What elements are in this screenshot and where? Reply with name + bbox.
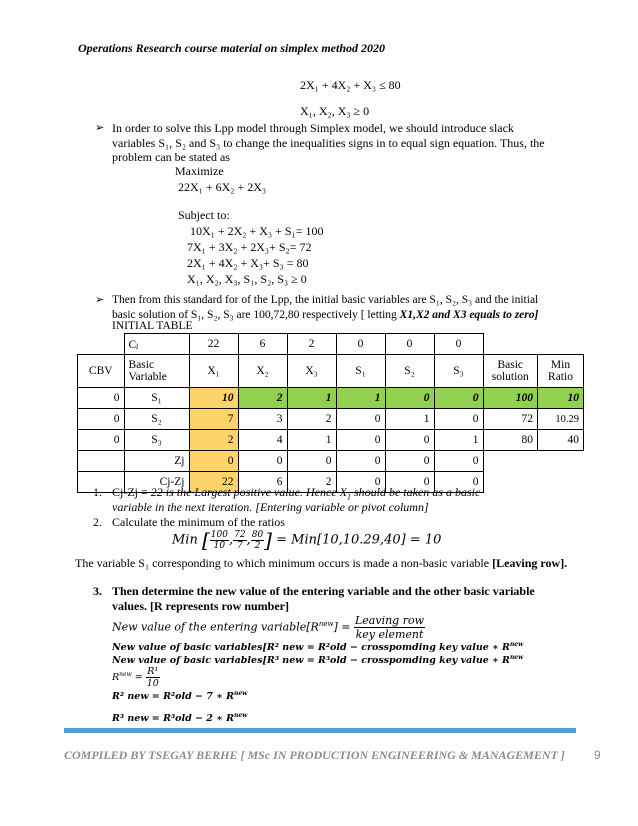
cj-row <box>78 334 584 355</box>
cj-zj-cell: 22 <box>189 472 238 493</box>
step1-text: Cj-Zj = 22 is the Largest positive value. Hence $X_1$ should be taken as a basic <box>112 485 481 502</box>
header-cell: S₁ <box>336 355 385 388</box>
paragraph-slack: In order to solve this Lpp model through Simplex model, we should introduce slack variables S₁, S₂ and S₃ to change the inequalities signs in to equal sign equation. Thus, the problem can be stated as <box>112 121 545 164</box>
formula-basic-r2 <box>112 641 523 653</box>
paragraph-emphasis: X1,X2 and X3 equals to zero] <box>399 308 539 321</box>
value-cell: 1 <box>287 430 336 451</box>
maximize-label: Maximize <box>175 164 224 178</box>
key-element-cell: 10 <box>189 388 238 409</box>
cj-cell: 0 <box>434 334 483 355</box>
cj-cell: 2 <box>287 334 336 355</box>
header-row <box>78 355 584 388</box>
std-constraint: 10X₁ + 2X₂ + X₃ + S₁= 100 <box>190 224 324 238</box>
cj-zj-cell: 0 <box>336 472 385 493</box>
cj-zj-cell: 0 <box>385 472 434 493</box>
pivot-row-cell: 0 <box>434 388 483 409</box>
ratio-cell: 10.29 <box>538 409 584 430</box>
cbv-cell: 0 <box>78 409 125 430</box>
cj-zj-label: Cj-Zj <box>124 472 189 493</box>
pivot-row-cell: 1 <box>336 388 385 409</box>
leaving-variable-text <box>75 556 567 571</box>
formula-r2 <box>112 690 247 702</box>
initial-simplex-table <box>77 333 584 493</box>
fraction-denominator: 10 <box>146 678 159 689</box>
table-title: INITIAL TABLE <box>112 320 193 332</box>
page-number: 9 <box>594 748 601 762</box>
superscript: new <box>119 670 132 678</box>
constraint-line: 2X₁ + 4X₂ + X₃ ≤ 80 <box>300 78 401 92</box>
fraction-denominator: 7 <box>236 540 243 551</box>
cj-label: Cⱼ <box>124 334 189 355</box>
pivot-row-cell: 2 <box>238 388 287 409</box>
cbv-cell: 0 <box>78 388 125 409</box>
fraction-numerator: 100 <box>210 529 228 540</box>
fraction-numerator: 80 <box>251 529 264 540</box>
value-cell: 0 <box>336 430 385 451</box>
value-cell: 4 <box>238 430 287 451</box>
footer-divider <box>64 728 576 733</box>
formula-text: New value of basic variables[R³ new = R³old − crosspomding key value ∗ R <box>112 655 510 667</box>
cbv-cell: 0 <box>78 430 125 451</box>
fraction-denominator: 10 <box>213 540 226 551</box>
cj-zj-cell: 2 <box>287 472 336 493</box>
formula-lhs: New value of the entering variable[R <box>112 620 319 634</box>
header-cell: X₁ <box>189 355 238 388</box>
formula-text: R³ new = R³old − 2 ∗ R <box>112 713 234 725</box>
solution-cell: 72 <box>483 409 538 430</box>
cj-cell: 6 <box>238 334 287 355</box>
footer-text: COMPILED BY TSEGAY BERHE [ MSc IN PRODUCTION ENGINEERING & MANAGEMENT ] <box>64 748 565 762</box>
value-cell: 0 <box>385 430 434 451</box>
superscript: new <box>233 712 248 719</box>
std-constraint: 2X₁ + 4X₂ + X₃+ S₃ = 80 <box>187 256 309 270</box>
arrow-bullet-icon: ➢ <box>95 294 105 306</box>
zj-cell: 0 <box>238 451 287 472</box>
step-number: 2. <box>93 515 102 529</box>
subject-to-label: Subject to: <box>178 208 230 222</box>
fraction-numerator: Leaving row <box>354 614 425 627</box>
fraction-numerator: 72 <box>234 529 246 540</box>
header-cell: X₂ <box>238 355 287 388</box>
paragraph-initial-basic <box>112 293 562 322</box>
value-cell: 1 <box>385 409 434 430</box>
cj-cell: 0 <box>385 334 434 355</box>
zj-row <box>78 451 584 472</box>
zj-cell: 0 <box>336 451 385 472</box>
table-row <box>78 388 584 409</box>
min-label: Min <box>172 532 198 548</box>
basic-variable-cell: S₃ <box>124 430 189 451</box>
step1-line2: variable in the next iteration. [Entering variable or pivot column] <box>112 500 429 514</box>
formula-basic-r3 <box>112 654 523 666</box>
basic-variable-cell: S₂ <box>124 409 189 430</box>
fraction-denominator: 2 <box>254 540 261 551</box>
std-constraint: 7X₁ + 3X₂ + 2X₃+ S₂= 72 <box>187 240 312 254</box>
formula-text: New value of basic variables[R² new = R²old − crosspomding key value ∗ R <box>112 642 510 654</box>
std-constraint: X₁, X₂, X₃, S₁, S₂, S₃ ≥ 0 <box>187 272 307 286</box>
cj-zj-cell: 0 <box>434 472 483 493</box>
page-header: Operations Research course material on simplex method 2020 <box>78 41 386 55</box>
min-ratio-formula: Min [ $\frac{100}{10}$ , $\frac{72}{7}$ , $\frac{80}{2}$ ] = Min[10,10.29,40] = 10 <box>172 528 442 552</box>
step3-text: Then determine the new value of the entering variable and the other basic variable values. [R represents row number] <box>112 584 535 613</box>
step1-emphasis: 22 is the Largest positive value. Hence X <box>150 485 347 499</box>
fraction-denominator: key element <box>355 628 424 641</box>
step1-prefix: Cj-Zj = <box>112 485 151 499</box>
table-row <box>78 409 584 430</box>
basic-variable-cell: S₁ <box>124 388 189 409</box>
cj-cell: 22 <box>189 334 238 355</box>
solution-cell: 100 <box>483 388 538 409</box>
ratio-cell: 40 <box>538 430 584 451</box>
header-cell: X₃ <box>287 355 336 388</box>
pivot-row-cell: 0 <box>385 388 434 409</box>
objective-function: 22X₁ + 6X₂ + 2X₃ <box>178 180 267 194</box>
zj-cell: 0 <box>385 451 434 472</box>
step-number: 1. <box>93 485 102 499</box>
value-cell: 0 <box>336 409 385 430</box>
leaving-text: The variable S₁ corresponding to which minimum occurs is made a non-basic variable <box>75 556 490 570</box>
formula-r3 <box>112 712 247 724</box>
arrow-bullet-icon: ➢ <box>95 122 105 134</box>
value-cell: 2 <box>287 409 336 430</box>
min-result: = Min[10,10.29,40] = 10 <box>276 532 442 548</box>
formula-rnew: $R^{new}$ = $\frac{\text{R¹}}{10}$ <box>112 666 159 689</box>
value-cell: 3 <box>238 409 287 430</box>
pivot-column-cell: 7 <box>189 409 238 430</box>
zj-cell: 0 <box>287 451 336 472</box>
table-row <box>78 430 584 451</box>
fraction-numerator: R¹ <box>147 666 159 677</box>
zj-label: Zj <box>124 451 189 472</box>
leaving-emphasis: [Leaving row]. <box>492 556 568 570</box>
formula-text: R <box>112 672 120 683</box>
ratio-cell: 10 <box>538 388 584 409</box>
pivot-row-cell: 1 <box>287 388 336 409</box>
nonnegativity-line: X₁, X₂, X₃ ≥ 0 <box>300 104 370 118</box>
step-number: 3. <box>93 584 102 598</box>
formula-new-entering: New value of the entering $variable[R^{new}]$ = $\frac{\text{Leaving row}}{\text{key element}}$ <box>112 614 425 641</box>
header-cell: Basic Variable <box>124 355 189 388</box>
step2-text: Calculate the minimum of the ratios <box>112 515 285 529</box>
header-cell: S₃ <box>434 355 483 388</box>
superscript: new <box>318 619 334 628</box>
cj-cell: 0 <box>336 334 385 355</box>
superscript: new <box>233 690 248 697</box>
zj-cell: 0 <box>434 451 483 472</box>
paragraph-text: Then from this standard for of the Lpp, the initial basic variables are S₁, S₂, S₃ and the initial basic solution of S₁, S₂, S₃ are 100,72,80 respectively [ letting <box>112 294 539 321</box>
value-cell: 0 <box>434 409 483 430</box>
zj-cell: 0 <box>189 451 238 472</box>
header-cell: CBV <box>78 355 125 388</box>
pivot-column-cell: 2 <box>189 430 238 451</box>
header-cell: S₂ <box>385 355 434 388</box>
superscript: new <box>509 641 524 648</box>
step1-suffix: should be taken as a basic <box>350 485 481 499</box>
header-cell: Basic solution <box>483 355 538 388</box>
formula-text: R² new = R²old − 7 ∗ R <box>112 691 234 703</box>
cj-zj-cell: 6 <box>238 472 287 493</box>
value-cell: 1 <box>434 430 483 451</box>
header-cell: Min Ratio <box>538 355 584 388</box>
solution-cell: 80 <box>483 430 538 451</box>
superscript: new <box>509 654 524 661</box>
